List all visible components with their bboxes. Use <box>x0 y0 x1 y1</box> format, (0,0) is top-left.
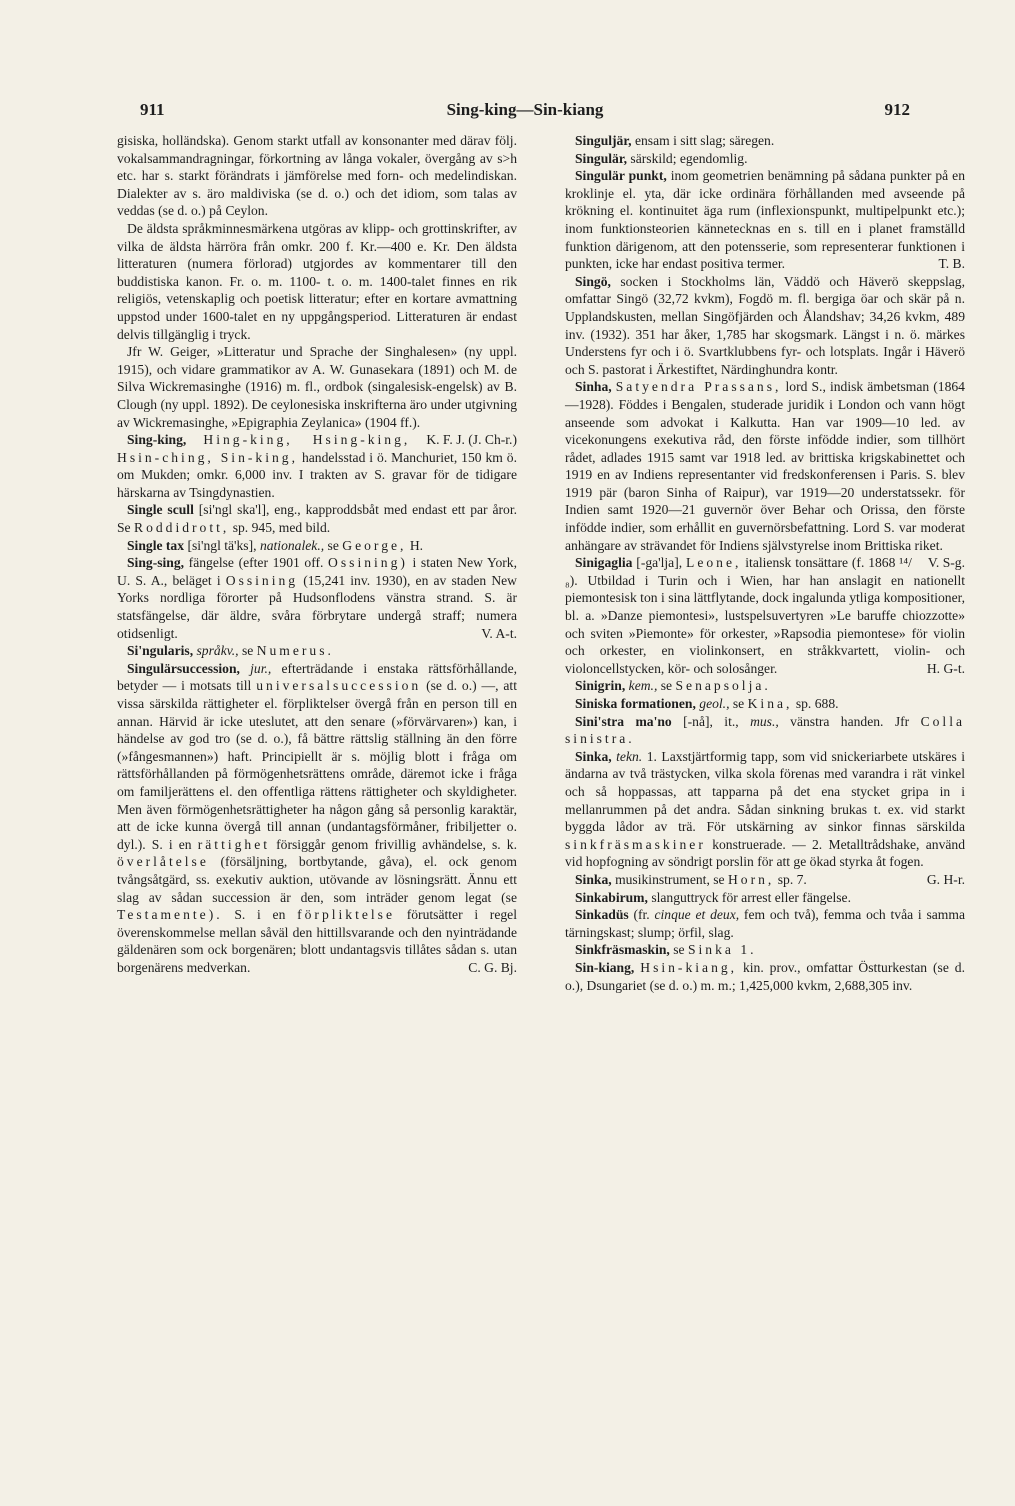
entry-singularis: Si'ngularis, språkv., se Numerus. <box>127 643 334 659</box>
headword: Singuljär, <box>575 133 632 148</box>
entry-singuljar: Singuljär, ensam i sitt slag; säregen. <box>575 133 775 148</box>
entry-sinigaglia: Sinigaglia [-ga'lja], Leone, italiensk tonsättare (f. 1868 ¹⁴/₈). Utbildad i Turin och i Wien, har han anslagit en nationellt piemontesisk ton i sina lättflytande, dock ingalunda ytliga kompositioner, bl. a. »Danze piemontesi», lustspelsuvertyren »Le baruffe chiozzotte» och sviten »Piemonte» för orkester, »Rapsodia piemontese» för violin och orkester, en violinkonsert, en stråkkvartett, violin- och violoncellstycken, kör- och solosånger. H. G-t. <box>565 555 965 676</box>
headword: Sinka, <box>575 871 612 887</box>
headword: Sing-king, <box>127 432 187 448</box>
entry-sinka-musik: Sinka, musikinstrument, se Horn, sp. 7. <box>575 871 807 887</box>
cross-reference: Roddidrott, <box>134 520 230 536</box>
right-column <box>565 132 965 994</box>
page-number-left: 911 <box>140 100 165 119</box>
headword: Sinigaglia <box>575 555 633 571</box>
entry-siniska-formationen: Siniska formationen, geol., se Kina, sp. 688. <box>575 696 839 711</box>
entry-singularsuccession: Singulärsuccession, jur., efterträdande i enstaka rättsförhållande, betyder — i motsats till universalsuccession (se d. o.) —, att vissa särskilda rättigheter el. förpliktelser övergå från en person till en annan. Härvid är icke uteslutet, att den senare (»förvärvaren») kan, i händelse av god tro (se d. o.), få bättre rättslig ställning än den förre (»fångesmannen») haft. Principiellt är s. möjlig blott i fråga om rättsförhållanden på förmögenhetsrättens område, däremot icke i fråga om familjerättens el. den offentliga rättens rättigheter och skyldigheter. Men även förmögenhetsrättigheter ha någon gång så personlig karaktär, att de icke kunna övergå till annan (undantagsförmåner, fribiljetter o. dyl.). S. i en rättighet försiggår genom frivillig avhändelse, s. k. överlåtelse (försäljning, bortbytande, gåva), el. ock genom tvångsåtgärd, ss. exekutiv auktion, utövande av lösningsrätt. Ännu ett slag av sådan succession är den, som inträder genom legat (se Testamente). S. i en förpliktelse förutsätter i regel överenskommelse mellan såväl den hittillsvarande och den nyinträdande gäldenären som ock borgenären; blott undantagsvis tillåtes sådan s. utan borgenärens medverkan. C. G. Bj. <box>117 660 518 975</box>
cross-reference: Senapsolja. <box>675 678 771 694</box>
headword: Sinkabirum, <box>575 889 648 905</box>
cross-reference: Testamente). <box>117 907 223 923</box>
headword: Sinigrin, <box>575 678 626 694</box>
entry-singo: Singö, socken i Stockholms län, Väddö och Häverö skeppslag, omfattar Singö (32,72 kvkm), Fogdö m. fl. bergiga öar och skär på n. Upplandskusten, mellan Singöfjärden och Ålandshav; 34,26 kvkm, 489 inv. (1932). 351 har åker, 1,785 har skogsmark. Längst i n. ö. märkes Understens fyr och i ö. Svartklubbens fyr- och lotsplats. Ingår i Häverö och S. pastorat i Ärkestiftet, Närdinghundra kontr. <box>565 273 965 377</box>
running-title: Sing-king—Sin-kiang <box>446 100 604 119</box>
entry-single-tax: Single tax [si'ngl tä'ks], nationalek., se George, H. <box>127 537 424 553</box>
headword: Single scull <box>127 502 194 518</box>
signature: T. B. <box>938 256 965 272</box>
headword: Sin-kiang, <box>575 959 635 975</box>
cross-reference: Sinka 1. <box>687 942 757 958</box>
headword: Sini'stra ma'no <box>575 713 672 729</box>
cross-reference: Horn, <box>727 871 775 887</box>
entry-sinka-tekn: Sinka, tekn. 1. Laxstjärtformig tapp, som vid snickeriarbete utskäres i ändarna av två trästycken, vilka skola förenas med varandra i rät vinkel och så hoppassas, att tapparna på det ena stycket gripa in i mellanrummen på det andra. Sådan sinkning brukas t. ex. vid starkt byggda lådor av trä. För utskärning av sinkor finnas särskilda sinkfräsmaskiner konstruerade. — 2. Metalltrådshake, använd vid hopfogning av söndrigt porslin för att ge ökad styrka åt fogen. G. H-r. <box>565 748 966 887</box>
headword: Singö, <box>575 273 611 289</box>
paragraph: Jfr W. Geiger, »Litteratur und Sprache der Singhalesen» (ny uppl. 1915), och vidare grammatikor av A. W. Gunasekara (1891) och M. de Silva Wickremasinghe (1916) m. fl., ordbok (singalesisk-engelsk) av B. Clough (ny uppl. 1892). De ceylonesiska inskrifterna äro under utgivning av Wickremasinghe, »Epigraphia Zeylanica» (1904 ff.). K. F. J. (J. Ch-r.) <box>117 344 517 448</box>
headword: Sing-sing, <box>127 555 185 571</box>
entry-sing-king: Sing-king, Hing-king, Hsing-king, Hsin-ching, Sin-king, handelsstad i ö. Manchuriet, 150 km ö. om Mukden; omkr. 6,000 inv. I trakten av S. gravar för de tidigare härskarna av Tsingdynastien. <box>117 432 517 500</box>
cross-reference: Numerus. <box>256 643 334 659</box>
headword: Siniska formationen, <box>575 696 696 711</box>
entry-singular: Singulär, särskild; egendomlig. <box>575 150 748 166</box>
headword: Singulär punkt, <box>575 168 667 184</box>
entry-sinha: Sinha, Satyendra Prassans, lord S., indisk ämbetsman (1864—1928). Föddes i Bengalen, studerade juridik i London och vann högt anseende som advokat i Kalkutta. Han var 1909—10 led. av vicekonungens exekutiva råd, den förste infödde indier, som tillhört rådet, adlades 1915 samt var 1918 led. av brittiska krigskabinettet och 1919 en av Indiens representanter vid fredskonferensen i Paris. S. blev 1919 pär (baron Sinha of Raipur), var 1919—20 understatssekr. för Indien samt 1920—21 guvernör över Behar och Orissa, den förste infödde indier, som erhållit en guvernörsbefattning. Lord S. var moderat anhängare av strävandet för Indiens självstyrelse inom Brittiska riket. V. S-g. <box>565 379 965 571</box>
entry-singular-punkt: Singulär punkt, inom geometrien benämning på sådana punkter på en kroklinje el. yta, där icke ordinära förhållanden med avseende på krökning el. kontinuitet äga rum (inflexionspunkt, multipelpunkt etc.); inom funktionsteorien kännetecknas en s. till en i planet framställd funktion därigenom, att den potensserie, som representerar funktionen i punkten, icke har endast positiva termer. T. B. <box>565 168 965 272</box>
headword: Single tax <box>127 537 185 553</box>
signature: H. G-t. <box>926 660 965 676</box>
entry-sinigrin: Sinigrin, kem., se Senapsolja. <box>575 678 771 694</box>
headword: Singulärsuccession, <box>127 660 240 676</box>
headword: Singulär, <box>575 150 628 166</box>
page-number-right: 912 <box>884 100 910 119</box>
left-column <box>117 132 517 977</box>
entry-sinkfrasmaskin: Sinkfräsmaskin, se Sinka 1. <box>575 942 757 958</box>
headword: Sinka, <box>575 748 612 764</box>
paragraph: De äldsta språkminnesmärkena utgöras av klipp- och grottinskrifter, av vilka de äldsta härröra från omkr. 200 f. Kr.—400 e. Kr. Den äldsta litteraturen (numera förlorad) utgjordes av kommentarer till den buddistiska kanon. Fr. o. m. 1100- t. o. m. 1400-talet finnes en rik religiös, vetenskaplig och poetisk litteratur; efter en kortare avmattning uppstod under 1600-talet en ny uppgångsperiod. Litteraturen är endast delvis tillgänglig i tryck. <box>117 220 517 342</box>
headword: Sinkfräsmaskin, <box>575 942 670 958</box>
signature: C. G. Bj. <box>468 959 517 975</box>
cross-reference: Kina, <box>747 696 793 711</box>
signature: V. S-g. <box>927 555 965 571</box>
headword: Si'ngularis, <box>127 643 194 659</box>
signature: K. F. J. (J. Ch-r.) <box>426 432 517 448</box>
entry-single-scull: Single scull [si'ngl ska'l], eng., kapproddsbåt med endast ett par åror. Se Roddidrott, sp. 945, med bild. <box>117 502 518 536</box>
paragraph: gisiska, holländska). Genom starkt utfall av konsonanter med därav följ. vokalsammandragningar, förkortning av långa vokaler, övergång av s>h etc. har s. starkt förändrats i jämförelse med forn- och medelindiskan. Dialekter av s. äro maldiviska (se d. o.) och det idiom, som talas av veddas (se d. o.) på Ceylon. <box>117 133 517 219</box>
signature: G. H-r. <box>926 871 965 887</box>
entry-sinistra-mano: Sini'stra ma'no [-nå], it., mus., vänstra handen. Jfr Colla sinistra. <box>565 713 966 747</box>
signature: V. A-t. <box>481 625 517 641</box>
entry-sinkabirum: Sinkabirum, slanguttryck för arrest eller fängelse. <box>575 889 851 905</box>
entry-sin-kiang: Sin-kiang, Hsin-kiang, kin. prov., omfattar Östturkestan (se d. o.), Dsungariet (se d. o.) m. m.; 1,425,000 kvkm, 2,688,305 inv. <box>565 959 965 993</box>
page-header <box>140 100 910 130</box>
entry-sinkadus: Sinkadüs (fr. cinque et deux, fem och två), femma och tvåa i samma tärningskast; slump; örfil, slag. <box>565 907 965 940</box>
headword: Sinkadüs <box>575 907 629 923</box>
entry-sing-sing: Sing-sing, fängelse (efter 1901 off. Ossining) i staten New York, U. S. A., beläget i Ossining (15,241 inv. 1930), en av staden New Yorks nordliga förorter på Hudsonflodens vänstra strand. S. är statsfängelse, där äldre, svåra förbrytare undergå straff; numera otidsenligt. V. A-t. <box>117 555 518 641</box>
cross-reference: George, <box>342 537 407 553</box>
headword: Sinha, <box>575 379 612 395</box>
cross-reference: Colla sinistra. <box>565 713 966 747</box>
